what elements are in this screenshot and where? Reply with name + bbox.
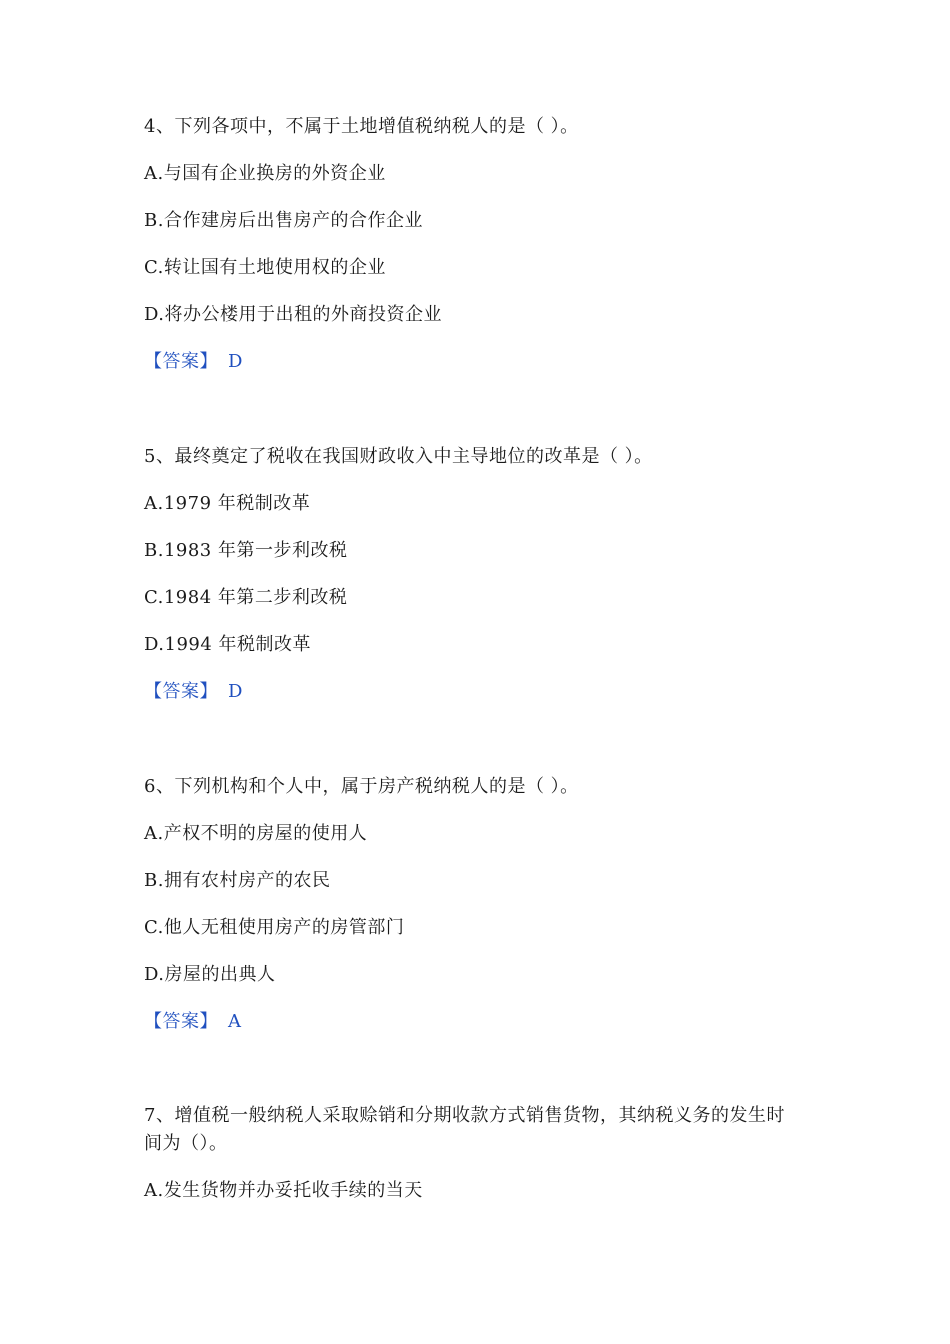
answer-line — [144, 678, 814, 706]
question-stem: 5、最终奠定了税收在我国财政收入中主导地位的改革是（ ）。 — [144, 446, 653, 467]
question-stem: 4、下列各项中，不属于土地增值税纳税人的是（ ）。 — [144, 116, 579, 137]
answer-label: 【答案】 — [144, 681, 218, 702]
answer-line — [144, 348, 814, 376]
option-c: C.他人无租使用房产的房管部门 — [144, 917, 405, 938]
answer-value: D — [228, 681, 243, 702]
option-b: B.1983 年第一步利改税 — [144, 540, 348, 561]
option-a: A.与国有企业换房的外资企业 — [144, 163, 386, 184]
question-5 — [144, 443, 814, 706]
question-stem: 6、下列机构和个人中，属于房产税纳税人的是（ ）。 — [144, 776, 579, 797]
answer-line — [144, 1008, 814, 1036]
option-d: D.房屋的出典人 — [144, 964, 276, 985]
option-a: A.产权不明的房屋的使用人 — [144, 823, 368, 844]
question-stem-line-1: 7、增值税一般纳税人采取赊销和分期收款方式销售货物，其纳税义务的发生时 — [144, 1105, 785, 1126]
option-a: A.发生货物并办妥托收手续的当天 — [144, 1180, 423, 1201]
answer-label: 【答案】 — [144, 1011, 218, 1032]
option-c: C.1984 年第二步利改税 — [144, 587, 348, 608]
option-d: D.1994 年税制改革 — [144, 634, 312, 655]
answer-value: D — [228, 351, 243, 372]
question-stem-line-2: 间为（）。 — [144, 1133, 228, 1154]
option-c: C.转让国有土地使用权的企业 — [144, 257, 386, 278]
option-b: B.合作建房后出售房产的合作企业 — [144, 210, 423, 231]
option-a: A.1979 年税制改革 — [144, 493, 311, 514]
question-4 — [144, 113, 814, 376]
option-d: D.将办公楼用于出租的外商投资企业 — [144, 304, 443, 325]
question-7 — [144, 1102, 814, 1205]
answer-value: A — [228, 1011, 242, 1032]
question-6 — [144, 773, 814, 1036]
answer-label: 【答案】 — [144, 351, 218, 372]
option-b: B.拥有农村房产的农民 — [144, 870, 331, 891]
